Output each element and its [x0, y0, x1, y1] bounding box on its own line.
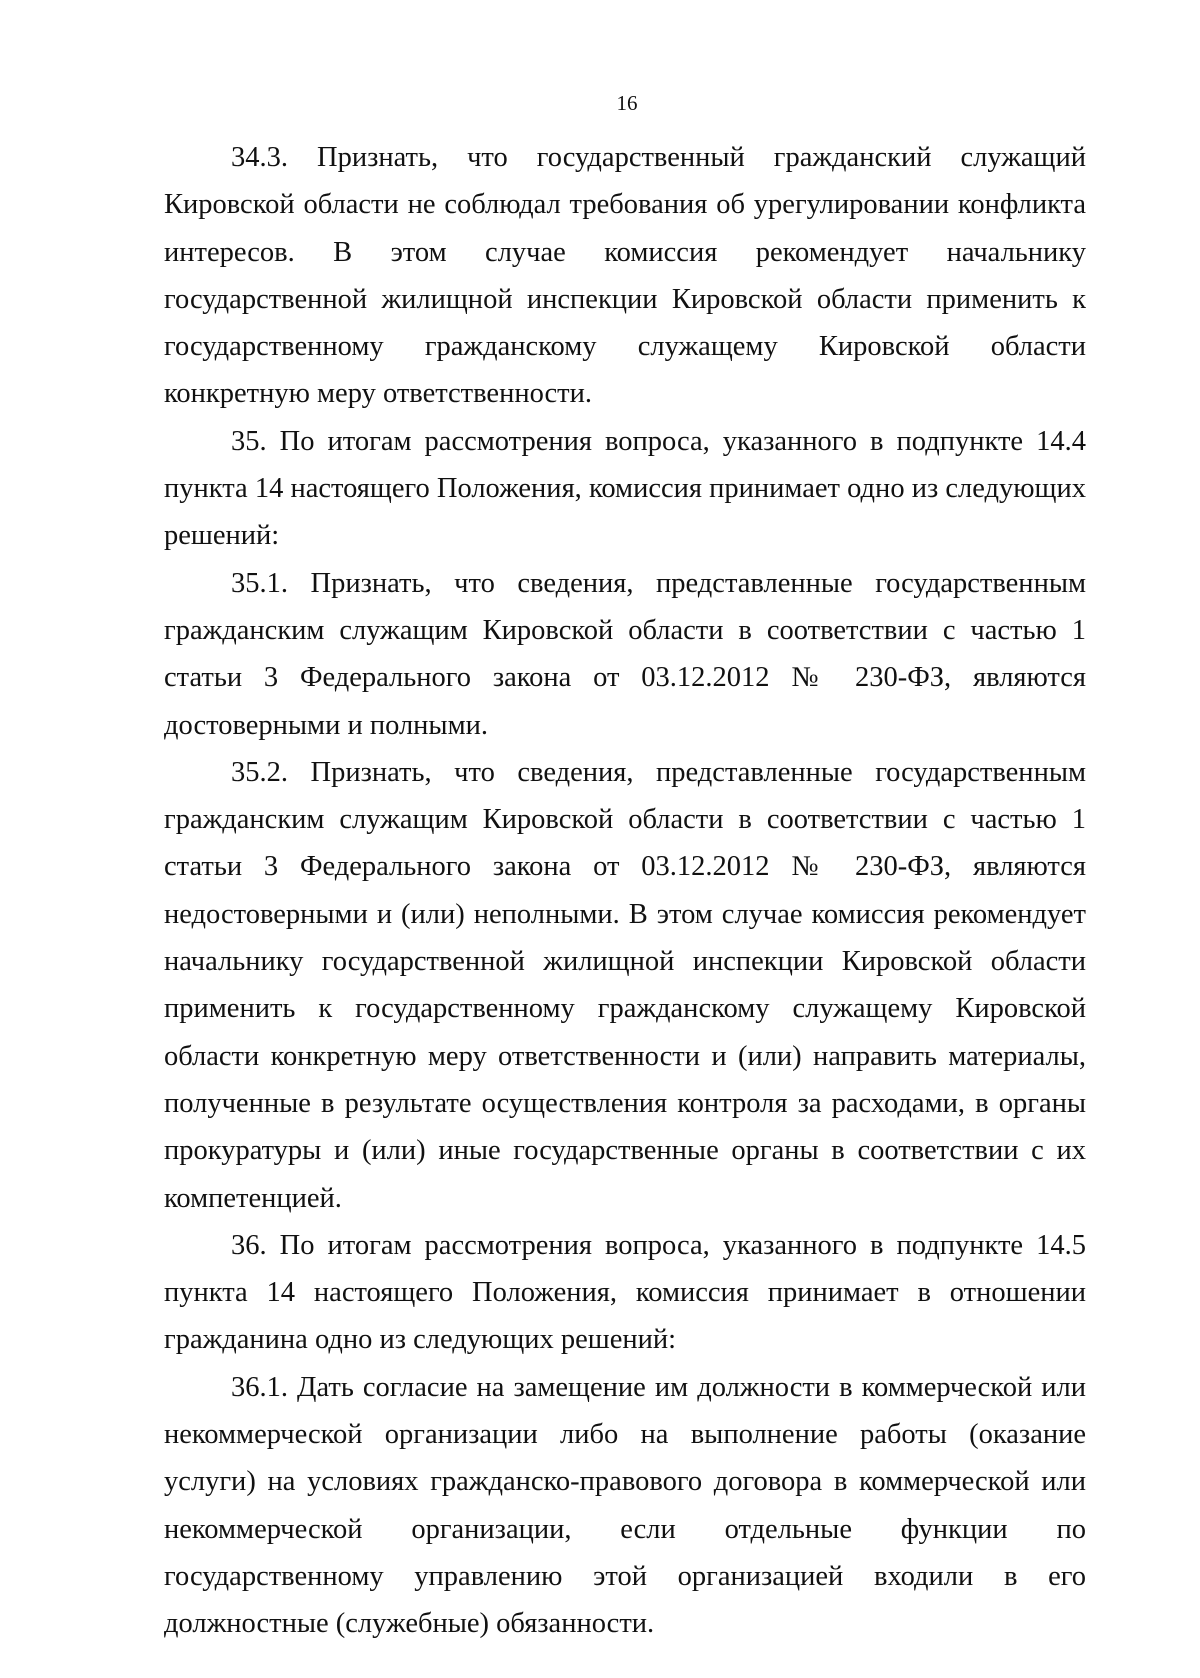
- paragraph-36-1: 36.1. Дать согласие на замещение им должности в коммерческой или некоммерческой организации либо на выполнение работы (оказание услуги) на условиях гражданско-правового договора в коммерческой или некоммерческой организации, если отдельные функции по государственному управлению этой организацией входили в его должностные (служебные) обязанности.: [164, 1371, 1086, 1640]
- paragraph-35: 35. По итогам рассмотрения вопроса, указанного в подпункте 14.4 пункта 14 настоящего Положения, комиссия принимает одно из следующих решений:: [164, 425, 1086, 552]
- paragraph-35-1: 35.1. Признать, что сведения, представленные государственным гражданским служащим Кировской области в соответствии с частью 1 статьи 3 Федерального закона от 03.12.2012 № 230-ФЗ, являются достоверными и полными.: [164, 567, 1086, 741]
- page-number: 16: [616, 91, 638, 115]
- document-body: [164, 134, 1086, 1648]
- paragraph-34-3: 34.3. Признать, что государственный гражданский служащий Кировской области не соблюдал требования об урегулировании конфликта интересов. В этом случае комиссия рекомендует начальнику государственной жилищной инспекции Кировской области применить к государственному гражданскому служащему Кировской области конкретную меру ответственности.: [164, 142, 1086, 410]
- paragraph-36: 36. По итогам рассмотрения вопроса, указанного в подпункте 14.5 пункта 14 настоящего Положения, комиссия принимает в отношении гражданина одно из следующих решений:: [164, 1229, 1086, 1356]
- paragraph-35-2: 35.2. Признать, что сведения, представленные государственным гражданским служащим Кировской области в соответствии с частью 1 статьи 3 Федерального закона от 03.12.2012 № 230-ФЗ, являются недостоверными и (или) неполными. В этом случае комиссия рекомендует начальнику государственной жилищной инспекции Кировской области применить к государственному гражданскому служащему Кировской области конкретную меру ответственности и (или) направить материалы, полученные в результате осуществления контроля за расходами, в органы прокуратуры и (или) иные государственные органы в соответствии с их компетенцией.: [164, 756, 1086, 1214]
